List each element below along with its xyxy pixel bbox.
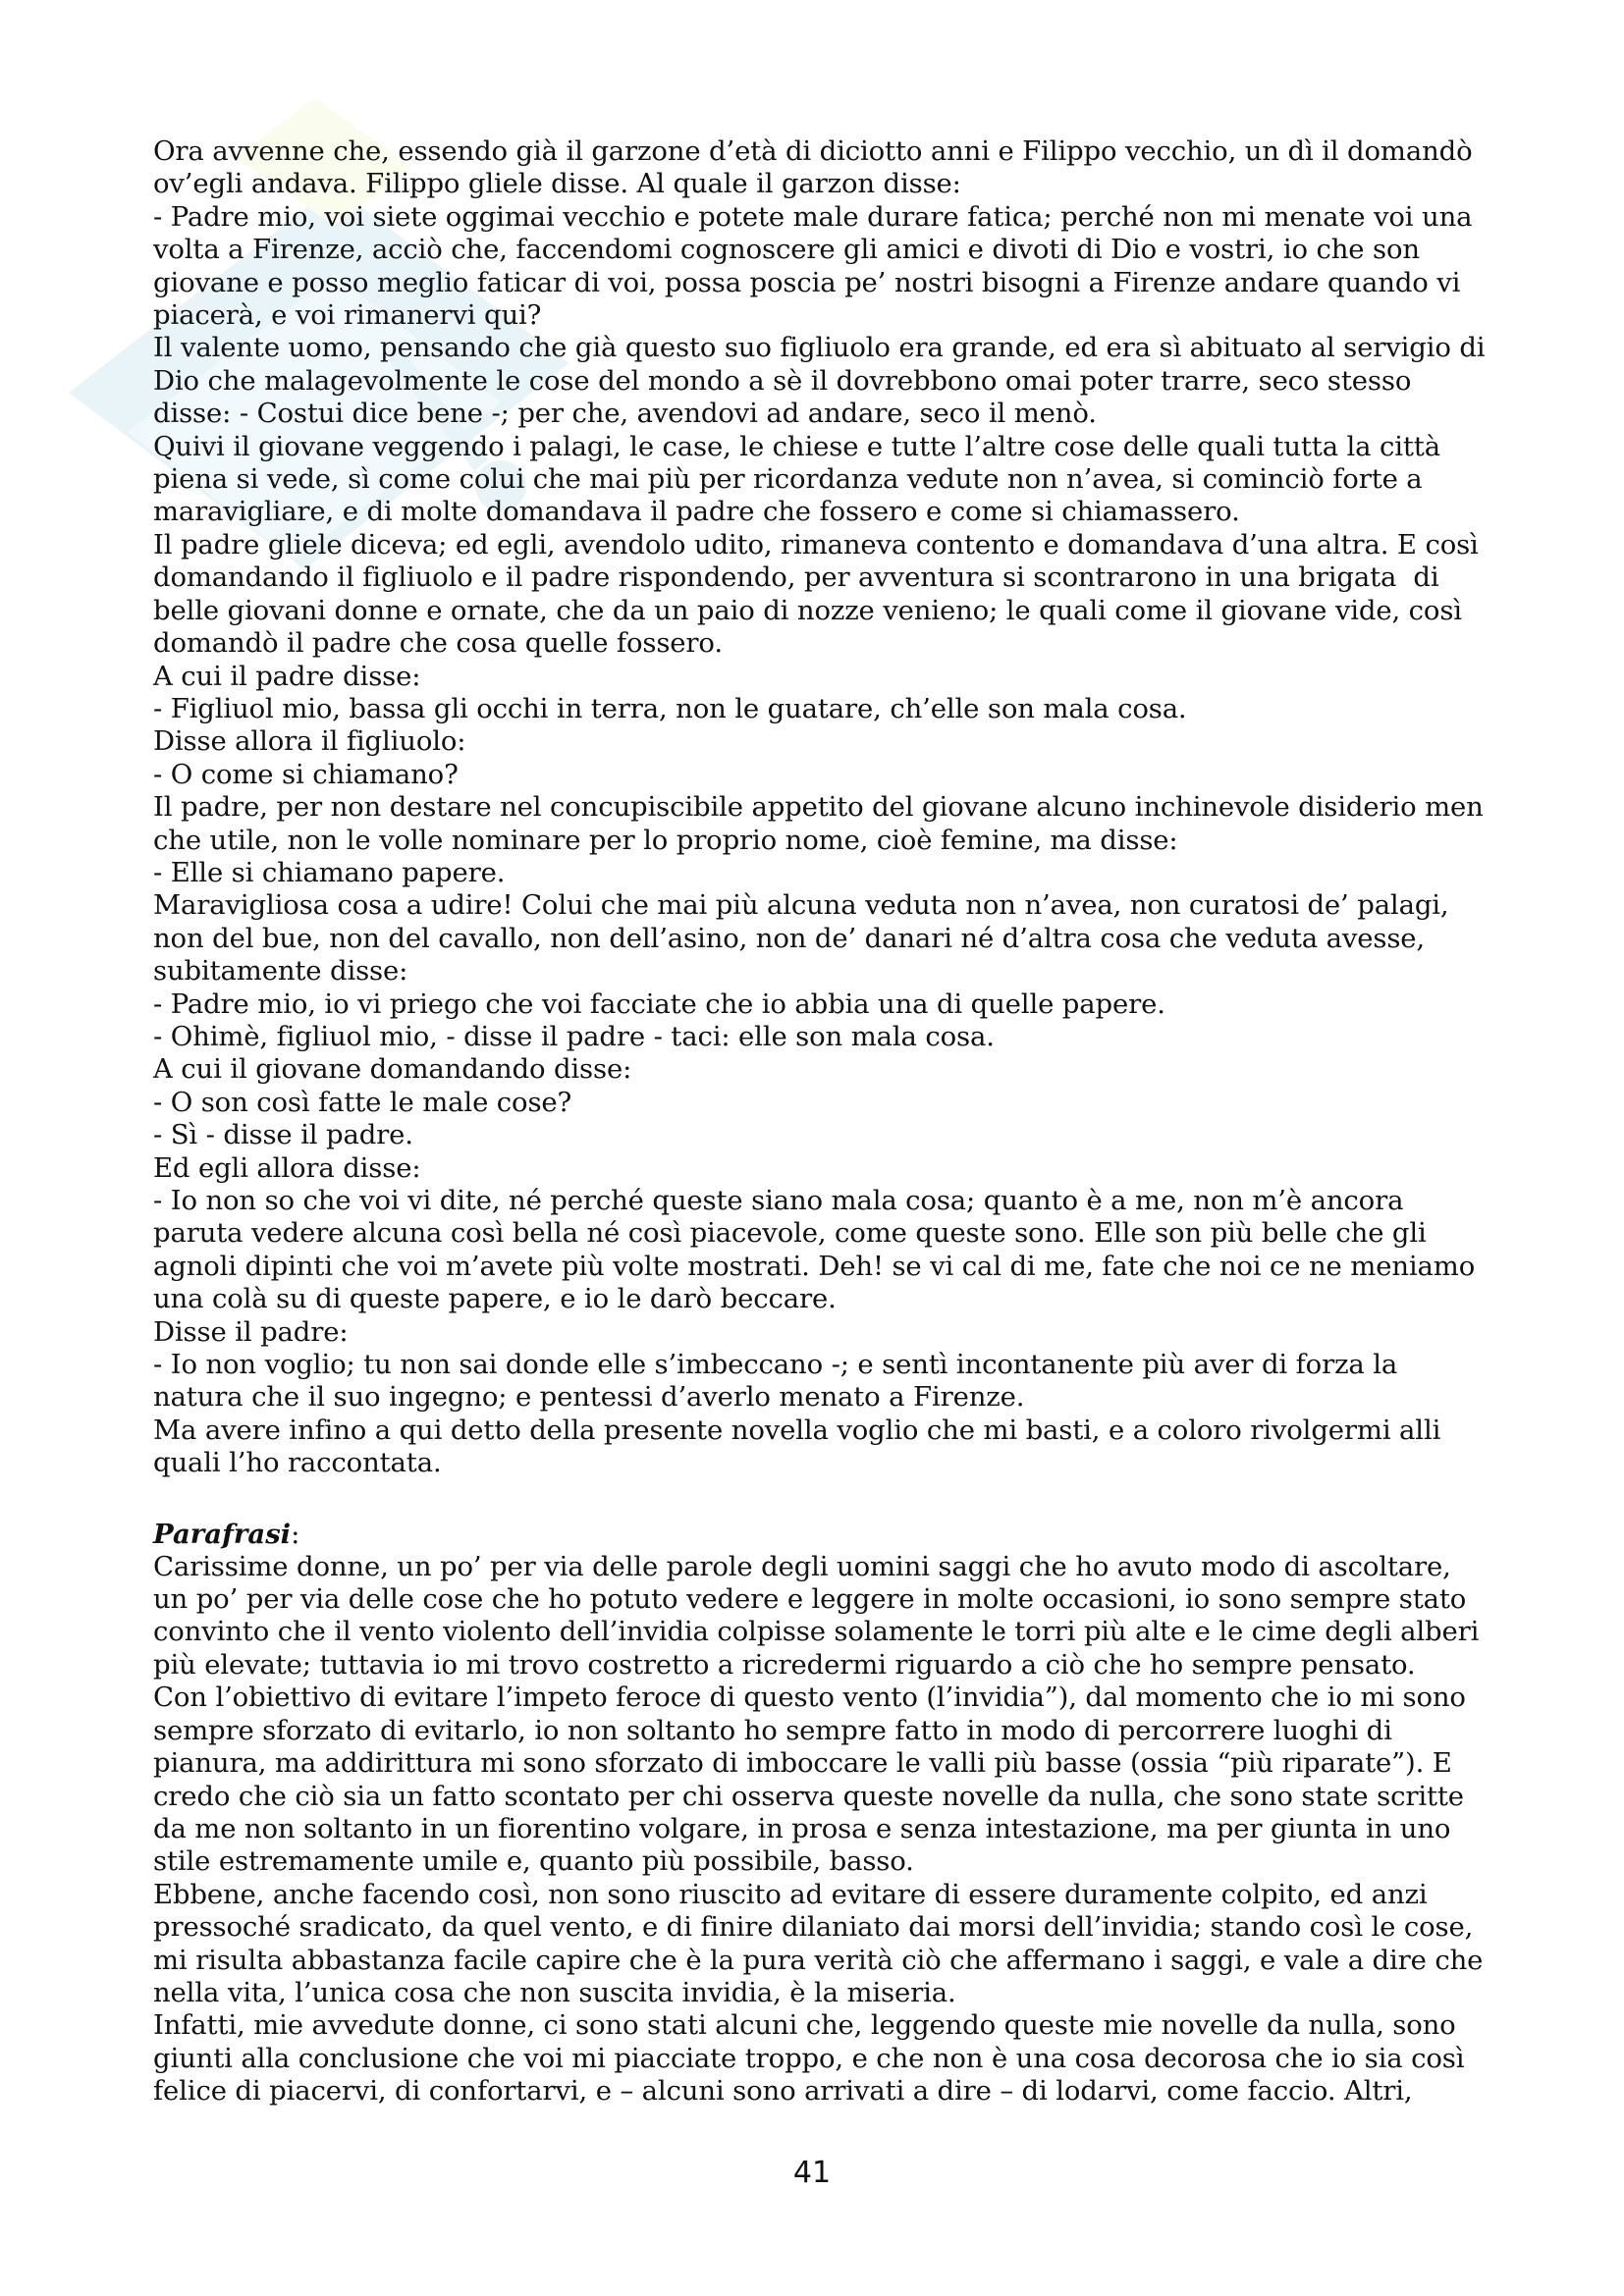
paragraph: - Sì - disse il padre. (153, 1119, 413, 1151)
paragraph: Il valente uomo, pensando che già questo suo figliuolo era grande, ed era sì abituato al servigio di Dio che malagevolmente le cose del mondo a sè il dovrebbono omai poter trarre, seco stesso disse: - Costui dice bene -; per che, avendovi ad andare, seco il menò. (153, 332, 1494, 430)
section-heading-title: Parafrasi (153, 1518, 292, 1550)
paragraph: Carissime donne, un po’ per via delle parole degli uomini saggi che ho avuto modo di ascoltare, un po’ per via delle cose che ho potuto vedere e leggere in molte occasioni, io sono sempre stato convinto che il vento violento dell’invidia colpisse solamente le torri più alte e le cime degli alberi più elevate; tuttavia io mi trovo costretto a ricredermi riguardo a ciò che ho sempre pensato. (153, 1550, 1488, 1681)
paragraph: - Io non so che voi vi dite, né perché queste siano mala cosa; quanto è a me, non m’è ancora paruta vedere alcuna così bella né così piacevole, come queste sono. Elle son più belle che gli agnoli dipinti che voi m’avete più volte mostrati. Deh! se vi cal di me, fate che noi ce ne meniamo una colà su di queste papere, e io le darò beccare. (153, 1185, 1484, 1315)
paragraph: Infatti, mie avvedute donne, ci sono stati alcuni che, leggendo queste mie novelle da nulla, sono giunti alla conclusione che voi mi piacciate troppo, e che non è una cosa decorosa che io sia così felice di piacervi, di confortarvi, e – alcuni sono arrivati a dire – di lodarvi, come faccio. Altri, (153, 2009, 1473, 2108)
paragraph: Maravigliosa cosa a udire! Colui che mai più alcuna veduta non n’avea, non curatosi de’ palagi, non del bue, non del cavallo, non dell’asino, non de’ danari né d’altra cosa che veduta avesse, subitamente disse: (153, 889, 1458, 988)
paragraph: Disse allora il figliuolo: (153, 725, 466, 758)
paragraph: - Io non voglio; tu non sai donde elle s’imbeccano -; e sentì incontanente più aver di forza la natura che il suo ingegno; e pentessi d’averlo menato a Firenze. (153, 1349, 1406, 1414)
paragraph: - Padre mio, io vi priego che voi facciate che io abbia una di quelle papere. (153, 988, 1165, 1020)
paragraph: - O son così fatte le male cose? (153, 1086, 572, 1118)
novella-text (153, 135, 1494, 1480)
page-number: 41 (792, 2156, 832, 2190)
paragraph: - Padre mio, voi siete oggimai vecchio e potete male durare fatica; perché non mi menate voi una volta a Firenze, acciò che, faccendomi cognoscere gli amici e divoti di Dio e vostri, io che son giovane e posso meglio faticar di voi, possa poscia pe’ nostri bisogni a Firenze andare quando vi piacerà, e voi rimanervi qui? (153, 200, 1481, 332)
section-spacer (153, 1480, 1489, 1518)
paragraph: Ebbene, anche facendo così, non sono riuscito ad evitare di essere duramente colpito, ed anzi pressoché sradicato, da quel vento, e di finire dilaniato dai morsi dell’invidia; stando così le cose, mi risulta abbastanza facile capire che è la pura verità ciò che affermano i saggi, e vale a dire che nella vita, l’unica cosa che non suscita invidia, è la miseria. (153, 1878, 1491, 2008)
paragraph: Disse il padre: (153, 1315, 349, 1348)
paragraph: Con l’obiettivo di evitare l’impeto feroce di questo vento (l’invidia”), dal momento che io mi sono sempre sforzato di evitarlo, io non soltanto ho sempre fatto in modo di percorrere luoghi di pianura, ma addirittura mi sono sforzato di imboccare le valli più basse (ossia “più riparate”). E credo che ciò sia un fatto scontato per chi osserva queste novelle da nulla, che sono state scritte da me non soltanto in un fiorentino volgare, in prosa e senza intestazione, ma per giunta in uno stile estremamente umile e, quanto più possibile, basso. (153, 1682, 1475, 1878)
paragraph: Quivi il giovane veggendo i palagi, le case, le chiese e tutte l’altre cose delle quali tutta la città piena si vede, sì come colui che mai più per ricordanza vedute non n’avea, si cominciò forte a maravigliare, e di molte domandava il padre che fossero e come si chiamassero. (153, 430, 1449, 528)
paragraph: A cui il padre disse: (153, 660, 421, 692)
parafrasi-text (153, 1551, 1489, 2109)
paragraph: Il padre gliele diceva; ed egli, avendolo udito, rimaneva contento e domandava d’una altra. E così domandando il figliuolo e il padre rispondendo, per avventura si scontrarono in una brigata di belle giovani donne e ornate, che da un paio di nozze venieno; le quali come il giovane vide, così domandò il padre che cosa quelle fossero. (153, 528, 1488, 660)
paragraph: - O come si chiamano? (153, 758, 459, 790)
paragraph: Ora avvenne che, essendo già il garzone d’età di diciotto anni e Filippo vecchio, un dì il domandò ov’egli andava. Filippo gliele disse. Al quale il garzon disse: (153, 135, 1482, 200)
paragraph: Ma avere infino a qui detto della presente novella voglio che mi basti, e a coloro rivolgermi alli quali l’ho raccontata. (153, 1414, 1449, 1479)
paragraph: - Ohimè, figliuol mio, - disse il padre - taci: elle son mala cosa. (153, 1020, 995, 1052)
paragraph: A cui il giovane domandando disse: (153, 1053, 632, 1086)
paragraph: Il padre, per non destare nel concupiscibile appetito del giovane alcuno inchinevole disiderio men che utile, non le volle nominare per lo proprio nome, cioè femine, ma disse: (153, 791, 1492, 856)
section-heading-colon: : (291, 1518, 300, 1550)
paragraph: - Elle si chiamano papere. (153, 856, 506, 888)
document-page (153, 135, 1494, 2109)
section-heading (153, 1518, 1489, 1551)
paragraph: - Figliuol mio, bassa gli occhi in terra, non le guatare, ch’elle son mala cosa. (153, 692, 1187, 724)
paragraph: Ed egli allora disse: (153, 1151, 421, 1184)
